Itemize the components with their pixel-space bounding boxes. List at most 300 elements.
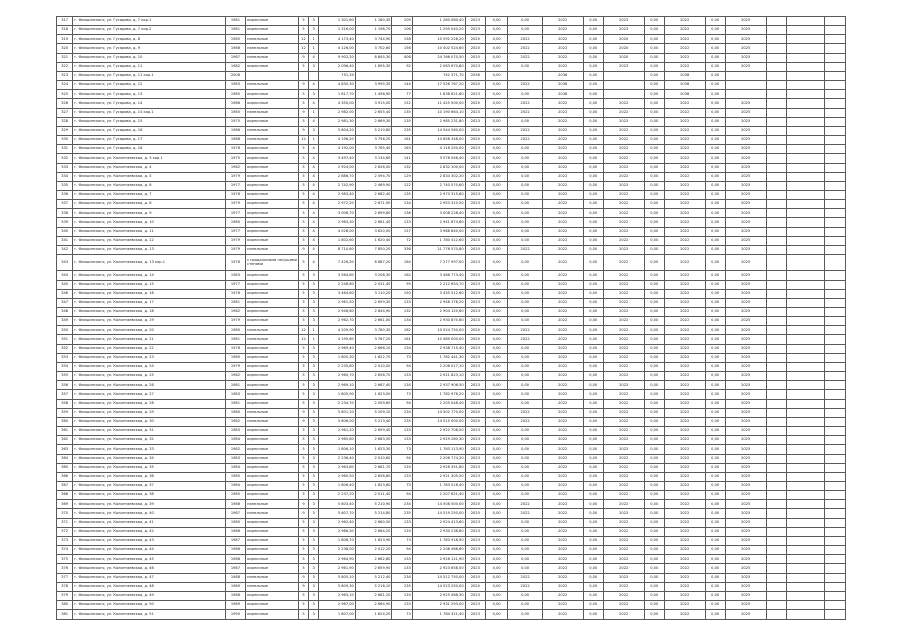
- row-sum-1: 0,00: [485, 555, 507, 564]
- row-wall-material: кирпичные: [246, 271, 299, 280]
- row-residents: 72: [392, 236, 412, 245]
- row-residents: 94: [392, 454, 412, 463]
- row-residents: 134: [392, 317, 412, 326]
- row-residents: [392, 71, 412, 80]
- row-year-4: 2022: [664, 381, 705, 390]
- table-row: [57, 381, 846, 390]
- row-year-5: 2025: [725, 326, 766, 335]
- row-living-area: 2 664,20: [355, 527, 392, 536]
- row-sum-2: 0,00: [583, 26, 603, 35]
- row-sum-4: 0,00: [705, 108, 725, 117]
- table-row: [57, 326, 846, 335]
- row-year-1: 2023: [465, 445, 485, 454]
- row-year: 1983: [225, 390, 245, 399]
- row-address: г. Фалшинского, ул. Колонтаевская, д. 8: [73, 200, 226, 209]
- row-wall-material: кирпичные: [246, 236, 299, 245]
- row-year-5: 2025: [725, 154, 766, 163]
- row-year: 1978: [225, 289, 245, 298]
- row-living-area: [355, 71, 392, 80]
- row-year-4: 2022: [664, 108, 705, 117]
- row-year-2: 2022: [542, 344, 583, 353]
- row-year-3: 2022: [603, 280, 644, 289]
- row-floors: 5: [298, 463, 308, 472]
- row-period-1: 0,00: [508, 200, 543, 209]
- row-sum-2: 0,00: [583, 353, 603, 362]
- row-wall-material: панельные: [246, 35, 299, 44]
- row-entrances: 1: [309, 326, 319, 335]
- row-address: г. Фалшинского, ул. Колонтаевская, д. 35: [73, 463, 226, 472]
- row-wall-material: с продольными несущими стенами: [246, 255, 299, 271]
- row-year-3: 2022: [603, 154, 644, 163]
- row-year-3: 2022: [603, 546, 644, 555]
- row-floors: 5: [298, 117, 308, 126]
- table-row: [57, 289, 846, 298]
- row-total-area: 9 902,20: [319, 53, 356, 62]
- row-empty-cell: [786, 381, 825, 390]
- row-year-2: 2022: [542, 255, 583, 271]
- row-number: 328: [57, 117, 73, 126]
- row-year: 1986: [225, 500, 245, 509]
- row-sum-3: 0,00: [644, 509, 664, 518]
- row-residents: 336: [392, 245, 412, 254]
- row-year-1: 2023: [465, 145, 485, 154]
- row-sum-1: 0,00: [485, 335, 507, 344]
- row-year: 1988: [225, 573, 245, 582]
- row-number: 364: [57, 454, 73, 463]
- row-empty-cell: [766, 610, 786, 620]
- row-period-1: 0,00: [508, 454, 543, 463]
- row-number: 375: [57, 555, 73, 564]
- row-empty-cell: [825, 372, 846, 381]
- row-year-3: 2022: [603, 555, 644, 564]
- row-year-3: 2022: [603, 126, 644, 135]
- row-year-1: 2023: [465, 546, 485, 555]
- row-cost: 2 208 468,60: [412, 546, 465, 555]
- row-living-area: 2 663,50: [355, 436, 392, 445]
- row-sum-2: 0,00: [583, 591, 603, 600]
- row-residents: 73: [392, 445, 412, 454]
- row-sum-2: 0,00: [583, 71, 603, 80]
- row-wall-material: кирпичные: [246, 491, 299, 500]
- row-year-5: 2025: [725, 280, 766, 289]
- row-year-2: 2038: [542, 90, 583, 99]
- row-sum-3: 0,00: [644, 500, 664, 509]
- row-sum-2: 0,00: [583, 245, 603, 254]
- row-empty-cell: [825, 271, 846, 280]
- row-year-2: 2022: [542, 491, 583, 500]
- row-year-5: 2025: [725, 298, 766, 307]
- row-year-2: 2022: [542, 209, 583, 218]
- row-period-1: 2022: [508, 509, 543, 518]
- row-empty-cell: [786, 163, 825, 172]
- row-empty-cell: [825, 99, 846, 108]
- row-residents: 150: [392, 289, 412, 298]
- row-year-2: 2038: [542, 81, 583, 90]
- row-sum-1: 0,00: [485, 353, 507, 362]
- row-sum-4: 0,00: [705, 218, 725, 227]
- row-living-area: 5 214,80: [355, 509, 392, 518]
- row-sum-2: 0,00: [583, 527, 603, 536]
- row-wall-material: кирпичные: [246, 344, 299, 353]
- row-entrances: 3: [309, 399, 319, 408]
- row-wall-material: кирпичные: [246, 289, 299, 298]
- row-year-3: 2022: [603, 445, 644, 454]
- row-sum-1: 0,00: [485, 298, 507, 307]
- row-empty-cell: [825, 62, 846, 71]
- row-empty-cell: [825, 491, 846, 500]
- row-entrances: 3: [309, 481, 319, 490]
- table-row: [57, 145, 846, 154]
- row-sum-1: 0,00: [485, 108, 507, 117]
- row-sum-2: 0,00: [583, 227, 603, 236]
- row-year-4: 2022: [664, 289, 705, 298]
- row-number: 379: [57, 591, 73, 600]
- row-floors: 5: [298, 445, 308, 454]
- row-total-area: 1 806,10: [319, 445, 356, 454]
- row-year: 1983: [225, 271, 245, 280]
- row-year: 1986: [225, 527, 245, 536]
- row-sum-3: 0,00: [644, 591, 664, 600]
- row-empty-cell: [825, 481, 846, 490]
- row-empty-cell: [766, 427, 786, 436]
- row-year-5: 2025: [725, 335, 766, 344]
- row-sum-1: 0,00: [485, 344, 507, 353]
- row-year-1: 2023: [465, 591, 485, 600]
- row-living-area: 2 469,90: [355, 181, 392, 190]
- row-period-1: 0,00: [508, 527, 543, 536]
- row-empty-cell: [786, 335, 825, 344]
- row-entrances: 3: [309, 427, 319, 436]
- row-address: г. Фалшинского, ул. Колонтаевская, д. 43: [73, 536, 226, 545]
- row-empty-cell: [766, 71, 786, 80]
- row-entrances: 3: [309, 527, 319, 536]
- row-sum-3: 0,00: [644, 218, 664, 227]
- row-number: 351: [57, 335, 73, 344]
- row-empty-cell: [766, 280, 786, 289]
- row-entrances: 3: [309, 417, 319, 426]
- row-cost: 10 190 664,10: [412, 108, 465, 117]
- row-residents: 73: [392, 353, 412, 362]
- row-number: 362: [57, 436, 73, 445]
- row-sum-4: 0,00: [705, 53, 725, 62]
- row-living-area: 5 212,40: [355, 573, 392, 582]
- row-empty-cell: [766, 308, 786, 317]
- table-row: [57, 227, 846, 236]
- row-cost: 2 938 715,40: [412, 344, 465, 353]
- row-total-area: 2 972,20: [319, 200, 356, 209]
- row-empty-cell: [786, 218, 825, 227]
- row-sum-2: 0,00: [583, 172, 603, 181]
- row-floors: 5: [298, 491, 308, 500]
- row-empty-cell: [825, 454, 846, 463]
- row-living-area: 2 699,60: [355, 209, 392, 218]
- row-period-1: 2022: [508, 582, 543, 591]
- row-sum-1: 0,00: [485, 390, 507, 399]
- row-sum-1: 0,00: [485, 326, 507, 335]
- row-year-3: 2022: [603, 117, 644, 126]
- row-number: 330: [57, 136, 73, 145]
- row-floors: 9: [298, 126, 308, 135]
- row-year-2: 2022: [542, 417, 583, 426]
- row-address: г. Фалшинского, ул. Колонтаевская, д. 30: [73, 417, 226, 426]
- row-empty-cell: [825, 335, 846, 344]
- row-cost: 1 784 321,40: [412, 610, 465, 620]
- row-year: 1978: [225, 255, 245, 271]
- row-entrances: 3: [309, 454, 319, 463]
- row-year-5: 2025: [725, 417, 766, 426]
- row-sum-3: 0,00: [644, 255, 664, 271]
- table-row: [57, 163, 846, 172]
- row-year: 1979: [225, 236, 245, 245]
- row-sum-2: 0,00: [583, 601, 603, 610]
- row-year-1: 2023: [465, 308, 485, 317]
- row-sum-2: 0,00: [583, 317, 603, 326]
- row-cost: 2 205 048,40: [412, 399, 465, 408]
- row-empty-cell: [825, 463, 846, 472]
- row-floors: 5: [298, 308, 308, 317]
- row-total-area: 4 173,40: [319, 35, 356, 44]
- row-empty-cell: [786, 417, 825, 426]
- row-sum-4: 0,00: [705, 280, 725, 289]
- row-year-1: 2020: [465, 35, 485, 44]
- row-wall-material: панельные: [246, 136, 299, 145]
- row-wall-material: кирпичные: [246, 601, 299, 610]
- row-sum-4: 0,00: [705, 71, 725, 80]
- row-sum-4: 0,00: [705, 573, 725, 582]
- row-sum-3: 0,00: [644, 81, 664, 90]
- row-sum-3: 0,00: [644, 163, 664, 172]
- row-year-2: 2022: [542, 335, 583, 344]
- row-empty-cell: [825, 44, 846, 53]
- row-year: 1986: [225, 44, 245, 53]
- row-year-2: 2022: [542, 190, 583, 199]
- row-empty-cell: [766, 236, 786, 245]
- row-sum-4: 0,00: [705, 362, 725, 371]
- row-sum-2: 0,00: [583, 298, 603, 307]
- row-cost: 1 782 441,30: [412, 353, 465, 362]
- row-year: 1978: [225, 145, 245, 154]
- row-year-5: 2025: [725, 463, 766, 472]
- table-row: [57, 536, 846, 545]
- row-number: 332: [57, 154, 73, 163]
- row-sum-3: 0,00: [644, 26, 664, 35]
- row-year-5: 2025: [725, 255, 766, 271]
- row-cost: 14 544 560,00: [412, 126, 465, 135]
- row-year: 1988: [225, 555, 245, 564]
- row-sum-4: 0,00: [705, 255, 725, 271]
- row-cost: 3 486 773,40: [412, 271, 465, 280]
- row-year: 1983: [225, 454, 245, 463]
- row-sum-3: 0,00: [644, 308, 664, 317]
- row-residents: 135: [392, 117, 412, 126]
- row-residents: 134: [392, 344, 412, 353]
- row-number: 329: [57, 126, 73, 135]
- row-cost: 2 206 017,10: [412, 362, 465, 371]
- row-sum-3: 0,00: [644, 582, 664, 591]
- row-year-4: 2022: [664, 200, 705, 209]
- row-floors: 5: [298, 90, 308, 99]
- row-empty-cell: [786, 344, 825, 353]
- row-year: 1982: [225, 372, 245, 381]
- row-address: г. Фалшинского, ул. Гусарова, д. 14 кор.1: [73, 108, 226, 117]
- row-year-1: 2023: [465, 381, 485, 390]
- row-entrances: 3: [309, 500, 319, 509]
- table-row: [57, 117, 846, 126]
- table-row: [57, 99, 846, 108]
- row-empty-cell: [766, 481, 786, 490]
- row-wall-material: кирпичные: [246, 518, 299, 527]
- row-cost: 2 212 654,70: [412, 280, 465, 289]
- row-year-1: 2023: [465, 154, 485, 163]
- row-sum-4: 0,00: [705, 445, 725, 454]
- row-floors: 9: [298, 53, 308, 62]
- row-number: 360: [57, 417, 73, 426]
- row-year-5: 2025: [725, 408, 766, 417]
- row-period-1: 0,00: [508, 564, 543, 573]
- row-cost: 2 740 570,60: [412, 181, 465, 190]
- row-address: г. Фалшинского, ул. Колонтаевская, д. 23: [73, 353, 226, 362]
- row-cost: 2 923 658,50: [412, 564, 465, 573]
- row-year-2: 2022: [542, 245, 583, 254]
- row-empty-cell: [766, 227, 786, 236]
- row-sum-1: 0,00: [485, 372, 507, 381]
- row-year-5: 2025: [725, 500, 766, 509]
- row-floors: 5: [298, 145, 308, 154]
- row-empty-cell: [786, 181, 825, 190]
- row-year-2: 2022: [542, 317, 583, 326]
- row-floors: 5: [298, 436, 308, 445]
- row-year: 1981: [225, 298, 245, 307]
- table-row: [57, 372, 846, 381]
- row-sum-2: 0,00: [583, 472, 603, 481]
- row-empty-cell: [786, 90, 825, 99]
- row-empty-cell: [786, 62, 825, 71]
- row-living-area: 5 213,40: [355, 417, 392, 426]
- row-year-2: 2022: [542, 236, 583, 245]
- row-wall-material: панельные: [246, 53, 299, 62]
- row-address: г. Фалшинского, ул. Гусарова, д. 7 кор.2: [73, 26, 226, 35]
- row-year: 1985: [225, 108, 245, 117]
- row-year: 1977: [225, 280, 245, 289]
- row-sum-2: 0,00: [583, 500, 603, 509]
- row-address: г. Фалшинского, ул. Колонтаевская, д. 4: [73, 163, 226, 172]
- row-sum-2: 0,00: [583, 126, 603, 135]
- row-sum-1: 0,00: [485, 491, 507, 500]
- row-sum-2: 0,00: [583, 417, 603, 426]
- row-year-1: 2020: [465, 408, 485, 417]
- row-living-area: 3 208,30: [355, 271, 392, 280]
- row-period-1: 0,00: [508, 145, 543, 154]
- row-sum-1: 0,00: [485, 308, 507, 317]
- row-year-4: 2022: [664, 17, 705, 26]
- row-residents: 134: [392, 381, 412, 390]
- row-sum-1: 0,00: [485, 509, 507, 518]
- row-empty-cell: [786, 353, 825, 362]
- row-entrances: 1: [309, 335, 319, 344]
- row-year-3: 2023: [603, 17, 644, 26]
- table-row: [57, 280, 846, 289]
- row-year-5: 2025: [725, 308, 766, 317]
- row-cost: 2 904 120,60: [412, 308, 465, 317]
- row-number: 381: [57, 610, 73, 620]
- row-number: 354: [57, 362, 73, 371]
- row-address: г. Фалшинского, ул. Гусарова, д. 15: [73, 117, 226, 126]
- row-number: 344: [57, 271, 73, 280]
- row-empty-cell: [786, 518, 825, 527]
- row-sum-2: 0,00: [583, 390, 603, 399]
- row-sum-3: 0,00: [644, 209, 664, 218]
- row-address: г. Фалшинского, ул. Колонтаевская, д. 32: [73, 436, 226, 445]
- row-year-2: 2022: [542, 280, 583, 289]
- row-year-1: 2023: [465, 463, 485, 472]
- row-sum-2: 0,00: [583, 163, 603, 172]
- row-floors: 5: [298, 546, 308, 555]
- row-entrances: 3: [309, 445, 319, 454]
- row-living-area: 2 012,20: [355, 546, 392, 555]
- row-floors: 5: [298, 390, 308, 399]
- row-year-4: 2022: [664, 362, 705, 371]
- row-year: 2006: [225, 71, 245, 80]
- row-period-1: 2022: [508, 81, 543, 90]
- row-empty-cell: [825, 218, 846, 227]
- row-sum-3: 0,00: [644, 463, 664, 472]
- row-period-1: 0,00: [508, 181, 543, 190]
- row-wall-material: [246, 71, 299, 80]
- row-period-1: 2022: [508, 326, 543, 335]
- row-cost: 2 928 121,90: [412, 555, 465, 564]
- row-entrances: 1: [309, 108, 319, 117]
- row-address: г. Фалшинского, ул. Колонтаевская, д. 27: [73, 390, 226, 399]
- row-sum-1: 0,00: [485, 463, 507, 472]
- row-empty-cell: [786, 601, 825, 610]
- row-entrances: 4: [309, 181, 319, 190]
- row-year-4: 2022: [664, 481, 705, 490]
- row-empty-cell: [766, 390, 786, 399]
- row-period-1: 2022: [508, 136, 543, 145]
- row-empty-cell: [825, 280, 846, 289]
- row-empty-cell: [786, 372, 825, 381]
- row-living-area: 5 216,10: [355, 582, 392, 591]
- row-year-4: 2022: [664, 591, 705, 600]
- row-wall-material: кирпичные: [246, 163, 299, 172]
- row-living-area: 2 666,10: [355, 344, 392, 353]
- row-empty-cell: [786, 154, 825, 163]
- row-entrances: 4: [309, 236, 319, 245]
- row-year-3: 2022: [603, 344, 644, 353]
- row-residents: 133: [392, 591, 412, 600]
- row-number: 370: [57, 509, 73, 518]
- row-period-1: 2022: [508, 108, 543, 117]
- row-address: г. Фалшинского, ул. Колонтаевская, д. 40: [73, 509, 226, 518]
- row-sum-2: 0,00: [583, 555, 603, 564]
- row-empty-cell: [786, 362, 825, 371]
- row-cost: 2 930 238,80: [412, 527, 465, 536]
- row-address: г. Фалшинского, ул. Колонтаевская, д. 34: [73, 454, 226, 463]
- table-row: [57, 17, 846, 26]
- table-row: [57, 610, 846, 620]
- row-period-1: 0,00: [508, 154, 543, 163]
- row-period-1: 0,00: [508, 390, 543, 399]
- table-row: [57, 408, 846, 417]
- row-wall-material: кирпичные: [246, 90, 299, 99]
- row-number: 346: [57, 289, 73, 298]
- row-year-3: [603, 71, 644, 80]
- row-year-2: 2022: [542, 582, 583, 591]
- row-year-1: 2023: [465, 17, 485, 26]
- row-empty-cell: [825, 546, 846, 555]
- row-floors: 5: [298, 172, 308, 181]
- row-sum-4: 0,00: [705, 163, 725, 172]
